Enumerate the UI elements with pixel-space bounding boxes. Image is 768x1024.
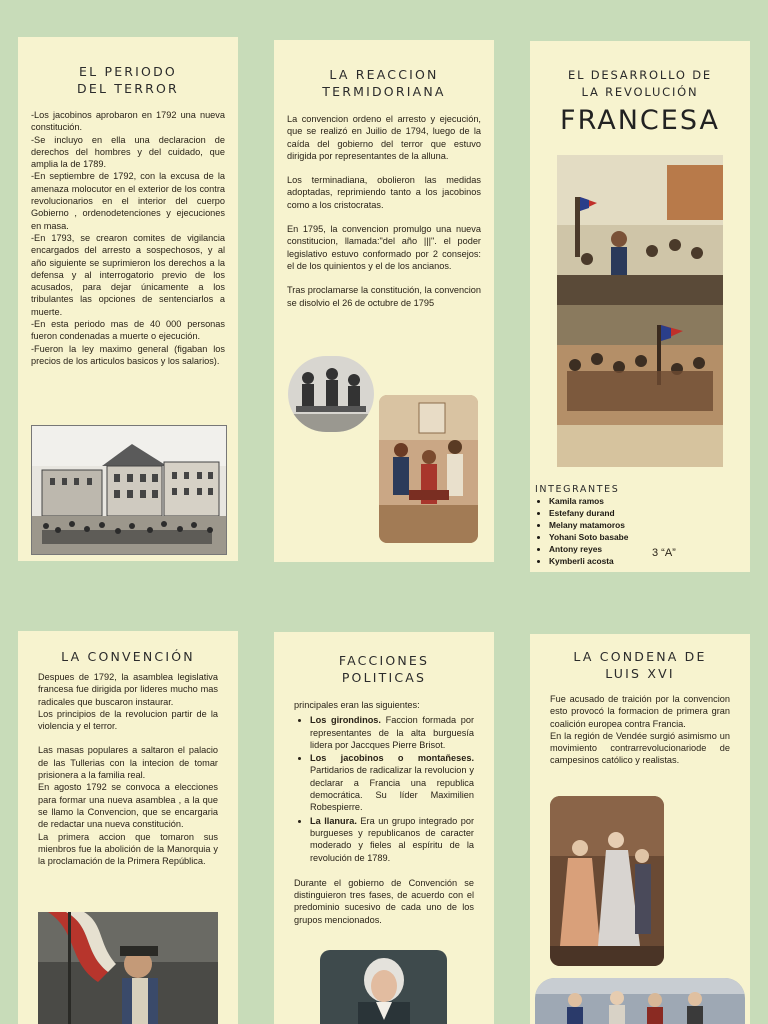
paragraph: -Fueron la ley maximo general (figaban los precios de los articulos basicos y los salarios). <box>31 343 225 366</box>
list-item <box>310 752 474 813</box>
panel-title: LA CONDENA DE LUIS XVI <box>573 649 707 681</box>
panel-body <box>287 113 481 309</box>
engraving-image <box>31 425 227 555</box>
faction-description: Era un grupo integrado por burgueses y republicanos de caracter moderado y fieles al espíritu de la revolución de 1789. <box>310 815 475 863</box>
execution-painting-image <box>379 395 478 543</box>
cover-title: FRANCESA <box>560 105 720 136</box>
member-item: • Melany matamoros <box>549 519 628 531</box>
paragraph: -Los jacobinos aprobaron en 1792 una nueva constitución. <box>31 110 225 133</box>
panel-body <box>31 109 225 367</box>
members-list <box>533 495 628 568</box>
grade-label: 3 “A” <box>652 547 676 559</box>
paragraph: -En septiembre de 1792, con la excusa de la amenaza molocutor en el exterior de los contra revolucionarios en el interior del cuerpo Gobierno , ordenodetenciones y ejecuciones en masa. <box>31 171 225 231</box>
member-item: • Kymberli acosta <box>549 555 628 567</box>
royal-family-painting-image <box>550 796 664 966</box>
paragraph: En 1795, la convencion promulgo una nueva constitucion, llamada:"del año |||". el poder legislativo estuvo conformado por 2 consejos: el de los quinientos y el de los ancianos. <box>287 224 481 271</box>
faction-name: Los girondinos. <box>310 715 381 726</box>
panel-title: EL PERIODO DEL TERROR <box>77 64 179 96</box>
cover-subtitle: EL DESARROLLO DE LA REVOLUCIÓN <box>568 68 712 99</box>
member-item: • Antony reyes <box>549 543 628 555</box>
faction-description: Faccion formada por representantes de la alta burguesía lidera por Jaccques Pierre Brisot. <box>310 715 475 750</box>
panel-portada <box>530 41 750 572</box>
revolutionary-flag-image <box>38 912 218 1024</box>
panel-periodo-del-terror <box>18 37 238 561</box>
list-item <box>310 714 474 751</box>
paragraph: Los terminadiana, obolieron las medidas adoptadas, reprimiendo tanto a los jacobinos como a los cristocratas. <box>287 175 481 210</box>
paragraph: -En 1793, se crearon comites de vigilancia encargados del arresto a sospechosos, y al año siguiente se suprimieron los derechos a la defensa y al interrogatorio previo de los acusados, para dejar únicamente a los tribulantes las opciones de sentenciarlos a muerte. <box>31 232 225 317</box>
paragraph: En la región de Vendée surgió asimismo un movimiento contrarrevolucionariode de campesinos católico y realistas. <box>550 730 730 766</box>
member-item: • Kamila ramos <box>549 495 628 507</box>
paragraph: Los principios de la revolucion partir de la violencia y el terror. <box>38 708 218 732</box>
paragraph: Las masas populares a saltaron el palacio de las Tullerias con la intecion de tomar prisionera a la familia real. <box>38 745 218 781</box>
arrest-sketch-image <box>288 356 374 432</box>
paragraph: En agosto 1792 se convoca a elecciones para formar una nueva asamblea , a la que se llamo la Convencion, que se encargaria de redactar una nueva constitución. <box>38 782 218 830</box>
integrantes-label: INTEGRANTES <box>535 484 620 495</box>
paragraph: La convencion ordeno el arresto y ejecución, que se realizó en Juilio de 1794, luego de la caída del gobierno del terror que estuvo dirigida por representantes de la alluna. <box>287 114 481 161</box>
paragraph: Despues de 1792, la asamblea legislativa francesa fue dirigida por lideres mucho mas radicales que buscaron instaurar. <box>38 672 218 707</box>
panel-body <box>287 699 481 926</box>
panel-title: LA REACCION TERMIDORIANA <box>322 67 446 99</box>
panel-facciones-politicas <box>274 632 494 1024</box>
panel-title: LA CONVENCIÓN <box>61 649 195 664</box>
panel-body <box>543 693 737 767</box>
member-item: • Estefany durand <box>549 507 628 519</box>
panel-title: FACCIONES POLITICAS <box>338 653 430 685</box>
panel-reaccion-termidoriana <box>274 40 494 562</box>
faction-description: Partidarios de radicalizar la revolucion y declarar a Francia una republica democrática. Su líder Maximilien Robespierre. <box>310 765 474 813</box>
panel-body <box>31 671 225 867</box>
panel-la-convencion <box>18 631 238 1024</box>
paragraph: Fue acusado de traición por la convencion esto provocó la formacion de primera gran coalición europea contra Francia. <box>550 694 730 729</box>
paragraph: -En esta periodo mas de 40 000 personas fueron condenadas a muerte o ejecución. <box>31 319 225 342</box>
faction-name: La llanura. <box>310 815 357 826</box>
trial-painting-image <box>535 978 745 1024</box>
faction-name: Los jacobinos o montañeses. <box>310 753 474 764</box>
list-item <box>310 815 474 864</box>
factions-list <box>294 714 474 864</box>
revolution-battle-image <box>557 155 723 467</box>
panel-condena-luis-xvi <box>530 634 750 1024</box>
paragraph: -Se incluyo en ella una declaracion de derechos del hombres y del cuidado, que amplia la de 1789. <box>31 134 225 170</box>
intro-text: principales eran las siguientes: <box>294 700 420 710</box>
paragraph: Tras proclamarse la constitución, la convencion se disolvio el 26 de octubre de 1795 <box>287 285 481 308</box>
robespierre-portrait-image <box>320 950 447 1024</box>
paragraph: La primera accion que tomaron sus mienbros fue la abolición de la Manorquia y la proclamación de la Primera República. <box>38 831 218 867</box>
member-item: • Yohani Soto basabe <box>549 531 628 543</box>
closing-text: Durante el gobierno de Convención se distinguieron tres fases, de acuerdo con el predominio sucesivo de cada uno de los grupos mencionados. <box>294 877 474 925</box>
